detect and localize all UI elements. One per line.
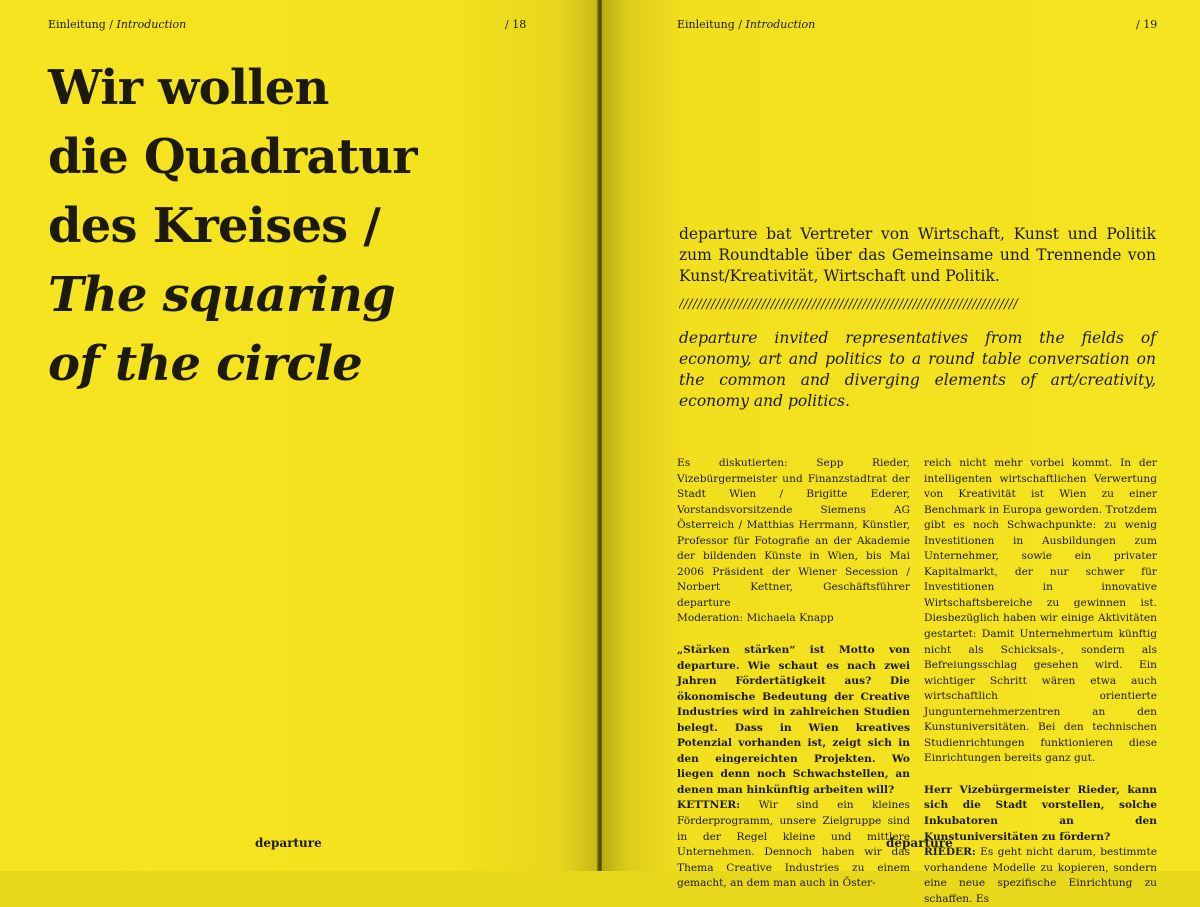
right-section-en: Introduction (745, 18, 816, 31)
left-section-de: Einleitung (48, 18, 106, 31)
left-page-number: / 18 (505, 18, 527, 31)
right-page-number: / 19 (1136, 18, 1158, 31)
interview-answer (924, 845, 1157, 907)
body-column-2 (924, 456, 1157, 907)
right-section-sep: / (734, 18, 746, 31)
title-line-en: The squaring (48, 267, 395, 323)
divider-slashes: ////////////////////////////////////////////////////////////////////////// (679, 297, 1018, 312)
title-line: die Quadratur (48, 129, 417, 185)
title-line: des Kreises / (48, 198, 381, 254)
left-footer-brand: departure (255, 836, 322, 850)
right-page (602, 0, 1200, 905)
answer-continuation: reich nicht mehr vorbei kommt. In der intelligenten wirtschaftlichen Verwertung von Kreativität ist Wien zu einer Benchmark in Europa geworden. Trotzdem gibt es noch Schwachpunkte: zu wenig Investitionen in Ausbildungen zum Unternehmer, sowie ein privater Kapitalmarkt, der nur schwer für Investitionen in innovative Wirtschaftsbereiche zu gewinnen ist. Diesbezüglich haben wir einige Aktivitäten gestartet: Damit Unternehmertum künftig nicht als Schicksals-, sondern als Befreiungsschlag gesehen wird. Ein wichtiger Schritt wären etwa auch wirtschaftlich orientierte Jungunternehmerzentren an den Kunstuniversitäten. Bei den technischen Studienrichtungen funktionieren diese Einrichtungen bereits ganz gut. (924, 457, 1157, 765)
speaker-label: KETTNER: (677, 799, 741, 812)
interview-answer (677, 798, 910, 891)
title-line-en: of the circle (48, 336, 363, 392)
intro-german: departure bat Vertreter von Wirtschaft, Kunst und Politik zum Roundtable über das Gemeinsame und Trennende von Kunst/Kreativität, Wirtschaft und Politik. (679, 225, 1156, 285)
intro-english: departure invited representatives from the fields of economy, art and politics to a round table conversation on the common and diverging elements of art/creativity, economy and politics. (679, 329, 1156, 410)
speaker-label: RIEDER: (924, 846, 976, 859)
interview-question: Herr Vizebürgermeister Rieder, kann sich die Stadt vorstellen, solche Inkubatoren an den Kunstuniversitäten zu fördern? (924, 783, 1157, 843)
moderation-text: Moderation: Michaela Knapp (677, 612, 834, 625)
left-page (0, 0, 598, 871)
title-line: Wir wollen (48, 60, 329, 116)
right-footer-brand: departure (886, 836, 953, 850)
body-column-1 (677, 456, 910, 892)
right-running-head (677, 18, 815, 31)
right-section-de: Einleitung (677, 18, 735, 31)
interview-question: „Stärken stärken“ ist Motto von departure. Wie schaut es nach zwei Jahren Fördertätigkeit aus? Die ökonomische Bedeutung der Creative Industries wird in zahlreichen Studien belegt. Dass in Wien kreatives Potenzial vorhanden ist, zeigt sich in den eingereichten Projekten. Wo liegen denn noch Schwachstellen, an denen man hinkünftig arbeiten will? (677, 644, 910, 796)
answer-text: Wir sind ein kleines Förderprogramm, unsere Zielgruppe sind in der Regel kleine und mittlere Unternehmen. Dennoch haben wir das Thema Creative Industries zu einem gemacht, an dem man auch in Öster- (677, 799, 910, 890)
participants-text: Es diskutierten: Sepp Rieder, Vizebürgermeister und Finanzstadtrat der Stadt Wien / Brigitte Ederer, Vorstandsvorsitzende Siemens AG Österreich / Matthias Herrmann, Künstler, Professor für Fotografie an der Akademie der bildenden Künste in Wien, bis Mai 2006 Präsident der Wiener Secession / Norbert Kettner, Geschäftsführer departure (677, 457, 910, 609)
left-running-head (48, 18, 186, 31)
left-section-en: Introduction (116, 18, 187, 31)
answer-text: Es geht nicht darum, bestimmte vorhandene Modelle zu kopieren, sondern eine neue spezifische Einrichtung zu schaffen. Es (924, 846, 1157, 905)
page-title (48, 54, 417, 399)
left-section-sep: / (105, 18, 117, 31)
